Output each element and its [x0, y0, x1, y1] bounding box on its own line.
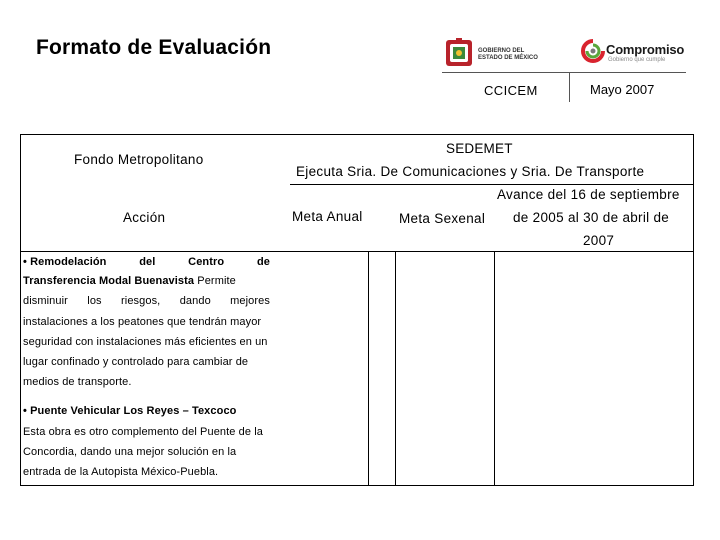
row-divider-executor [290, 184, 694, 185]
header-divider [442, 72, 686, 73]
row-divider-header [21, 251, 694, 252]
item1-text: del [139, 256, 156, 268]
edomex-emblem-icon [444, 36, 474, 70]
date-label: Mayo 2007 [590, 82, 655, 97]
item2-line4: entrada de la Autopista México-Puebla. [23, 466, 219, 478]
item1-text: mejores [230, 295, 270, 307]
page-title: Formato de Evaluación [36, 36, 272, 59]
evaluation-table [20, 134, 694, 486]
item2-line3: Concordia, dando una mejor solución en la [23, 446, 237, 458]
unit-label: CCICEM [484, 83, 538, 98]
item1-text: dando [179, 295, 211, 307]
item1-text: Permite [197, 275, 236, 287]
executor-label: Ejecuta Sria. De Comunicaciones y Sria. De Transporte [296, 164, 645, 179]
gobierno-edomex-logo [444, 36, 560, 72]
header-vertical-divider [569, 72, 570, 102]
compromiso-logo [580, 38, 690, 68]
col-divider-meta-sexenal [494, 251, 495, 486]
col-divider-meta-anual [395, 251, 396, 486]
agency-label: SEDEMET [446, 141, 513, 156]
item2-line2: Esta obra es otro complemento del Puente de la [23, 426, 264, 438]
item1-line7: medios de transporte. [23, 376, 132, 388]
item1-line1 [23, 256, 270, 268]
avance-header-line3: 2007 [583, 233, 615, 248]
avance-header-line2: de 2005 al 30 de abril de [513, 210, 670, 225]
avance-header-line1: Avance del 16 de septiembre [497, 187, 680, 202]
item1-line5: seguridad con instalaciones más eficientes en un [23, 336, 268, 348]
item1-text: disminuir [23, 295, 68, 307]
item1-line2 [23, 275, 236, 287]
gov-logo-line2: ESTADO DE MÉXICO [478, 55, 538, 61]
item1-text: riesgos, [121, 295, 161, 307]
fondo-label: Fondo Metropolitano [74, 152, 204, 167]
item2-title: • Puente Vehicular Los Reyes – Texcoco [23, 405, 237, 417]
gov-logo-line1: GOBIERNO DEL [478, 48, 525, 54]
meta-anual-header: Meta Anual [292, 209, 363, 224]
compromiso-name: Compromiso [606, 42, 685, 57]
item1-text: de [256, 256, 270, 268]
accion-header: Acción [123, 210, 166, 225]
item1-text: • Remodelación [23, 256, 107, 268]
col-divider-accion [368, 251, 369, 486]
item1-line3 [23, 295, 270, 307]
item1-text: los [87, 295, 102, 307]
compromiso-swirl-icon [580, 38, 606, 64]
item1-title-bold: Transferencia Modal Buenavista [23, 275, 195, 287]
item1-line4: instalaciones a los peatones que tendrán mayor [23, 316, 262, 328]
compromiso-tagline: Gobierno que cumple [608, 57, 666, 63]
item1-line6: lugar confinado y controlado para cambiar de [23, 356, 249, 368]
meta-sexenal-header: Meta Sexenal [399, 211, 486, 226]
item1-text: Centro [188, 256, 225, 268]
gobierno-edomex-text [478, 48, 538, 62]
